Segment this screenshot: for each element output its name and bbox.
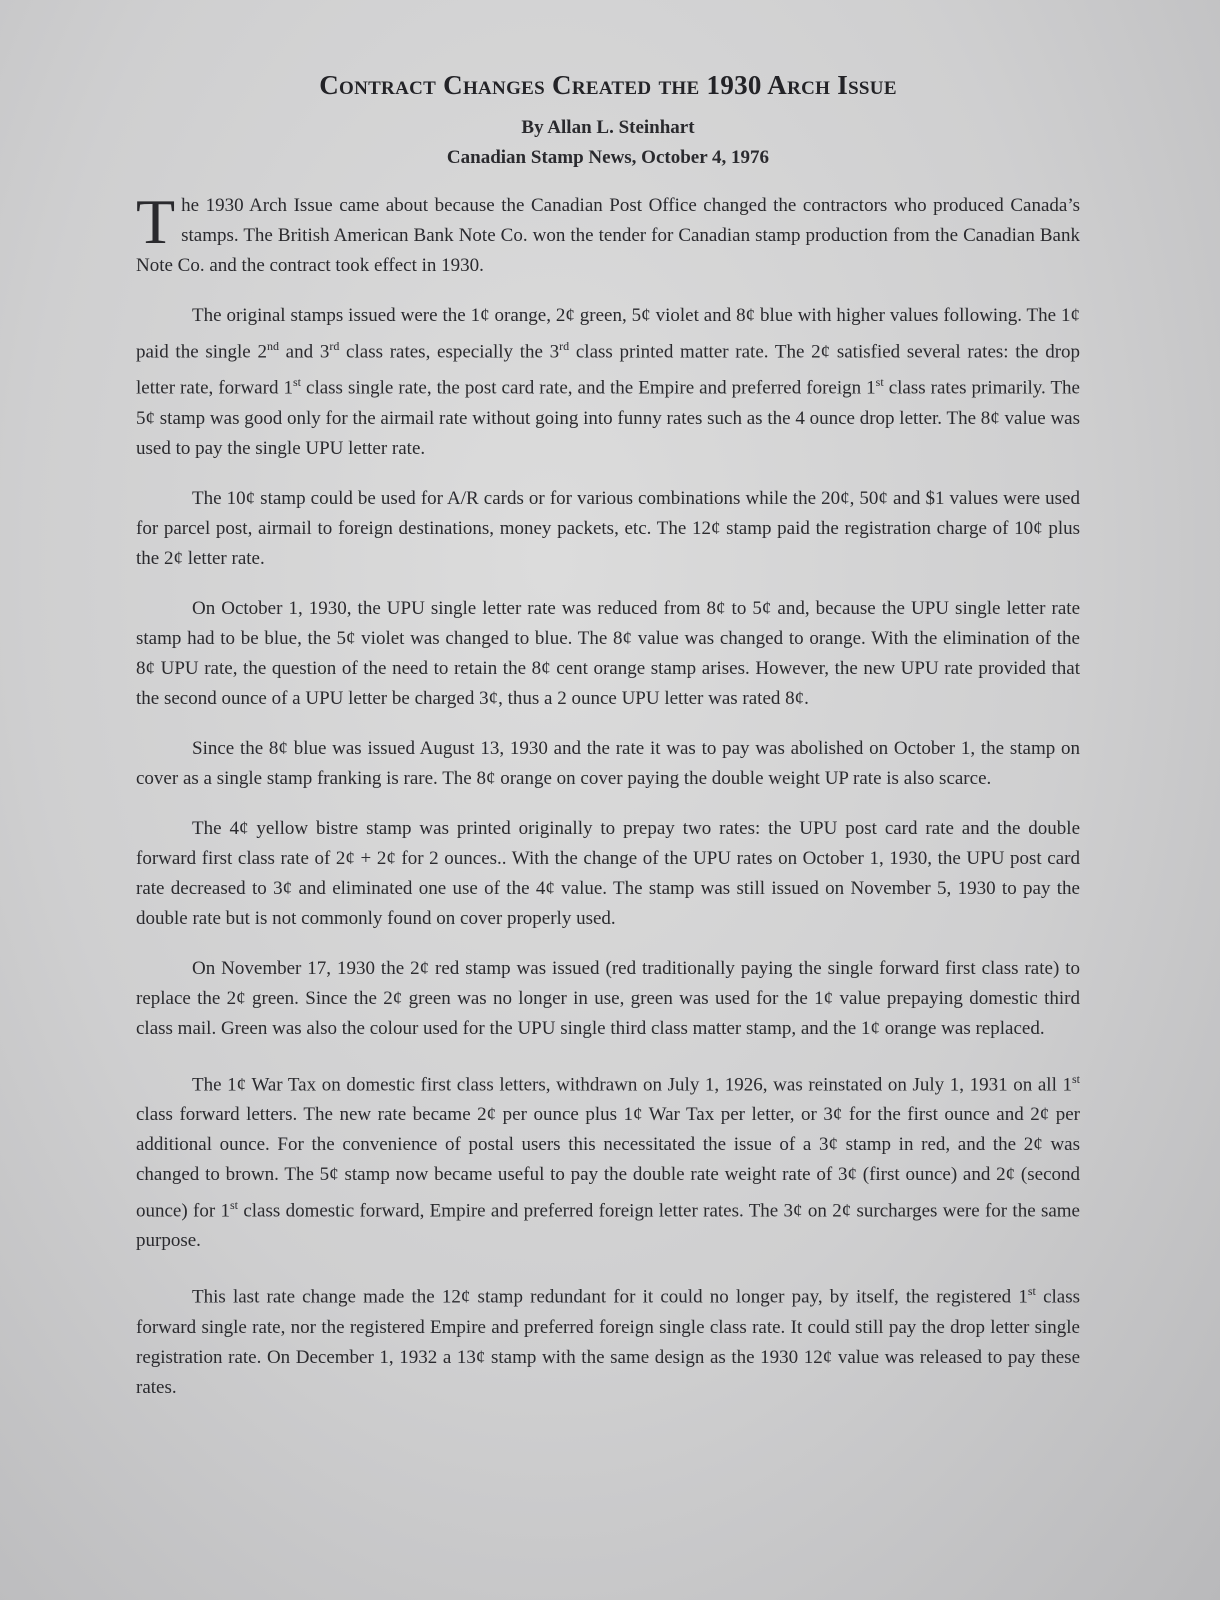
paragraph-1 <box>136 186 1080 281</box>
paragraph-9: This last rate change made the 12¢ stamp redundant for it could no longer pay, by itself, the registered 1st class forward single rate, nor the registered Empire and preferred foreign single class rate. It could still pay the drop letter single registration rate. On December 1, 1932 a 13¢ stamp with the same design as the 1930 12¢ value was released to pay these rates. <box>136 1284 1081 1398</box>
paragraph-4: On October 1, 1930, the UPU single letter rate was reduced from 8¢ to 5¢ and, because the UPU single letter rate stamp had to be blue, the 5¢ violet was changed to blue. The 8¢ value was changed to orange. With the elimination of the 8¢ UPU rate, the question of the need to retain the 8¢ cent orange stamp arises. However, the new UPU rate provided that the second ounce of a UPU letter be charged 3¢, thus a 2 ounce UPU letter was rated 8¢. <box>136 597 1080 709</box>
paragraph-2: The original stamps issued were the 1¢ orange, 2¢ green, 5¢ violet and 8¢ blue with higher values following. The 1¢ paid the single 2nd and 3rd class rates, especially the 3rd class printed matter rate. The 2¢ satisfied several rates: the drop letter rate, forward 1st class single rate, the post card rate, and the Empire and preferred foreign 1st class rates primarily. The 5¢ stamp was good only for the airmail rate without going into funny rates such as the 4 ounce drop letter. The 8¢ value was used to pay the single UPU letter rate. <box>136 305 1081 459</box>
paragraph-3: The 10¢ stamp could be used for A/R cards or for various combinations while the 20¢, 50¢ and $1 values were used for parcel post, airmail to foreign destinations, money packets, etc. The 12¢ stamp paid the registration charge of 10¢ plus the 2¢ letter rate. <box>136 487 1080 569</box>
article-source: Canadian Stamp News, October 4, 1976 <box>446 147 770 168</box>
drop-cap: T <box>136 186 176 257</box>
paragraph-6: The 4¢ yellow bistre stamp was printed originally to prepay two rates: the UPU post card rate and the double forward first class rate of 2¢ + 2¢ for 2 ounces.. With the change of the UPU rates on October 1, 1930, the UPU post card rate decreased to 3¢ and eliminated one use of the 4¢ value. The stamp was still issued on November 5, 1930 to pay the double rate but is not commonly found on cover properly used. <box>136 817 1080 929</box>
article-byline: By Allan L. Steinhart <box>521 117 695 138</box>
paragraph-text: he 1930 Arch Issue came about because the Canadian Post Office changed the contractors who produced Canada’s stamps. The British American Bank Note Co. won the tender for Canadian stamp production from the Canadian Bank Note Co. and the contract took effect in 1930. <box>136 195 1080 276</box>
paragraph-8: The 1¢ War Tax on domestic first class letters, withdrawn on July 1, 1926, was reinstated on July 1, 1931 on all 1st class forward letters. The new rate became 2¢ per ounce plus 1¢ War Tax per letter, or 3¢ for the first ounce and 2¢ per additional ounce. For the convenience of postal users this necessitated the issue of a 3¢ stamp in red, and the 2¢ was changed to brown. The 5¢ stamp now became useful to pay the double rate weight rate of 3¢ (first ounce) and 2¢ (second ounce) for 1st class domestic forward, Empire and preferred foreign letter rates. The 3¢ on 2¢ surcharges were for the same purpose. <box>136 1071 1080 1252</box>
paragraph-7: On November 17, 1930 the 2¢ red stamp was issued (red traditionally paying the single forward first class rate) to replace the 2¢ green. Since the 2¢ green was no longer in use, green was used for the 1¢ value prepaying domestic third class mail. Green was also the colour used for the UPU single third class matter stamp, and the 1¢ orange was replaced. <box>136 957 1080 1039</box>
paragraph-5: Since the 8¢ blue was issued August 13, 1930 and the rate it was to pay was abolished on October 1, the stamp on cover as a single stamp franking is rare. The 8¢ orange on cover paying the double weight UP rate is also scarce. <box>136 737 1080 789</box>
article-body <box>136 186 1081 1403</box>
article-title: Contract Changes Created the 1930 Arch Issue <box>319 70 897 100</box>
